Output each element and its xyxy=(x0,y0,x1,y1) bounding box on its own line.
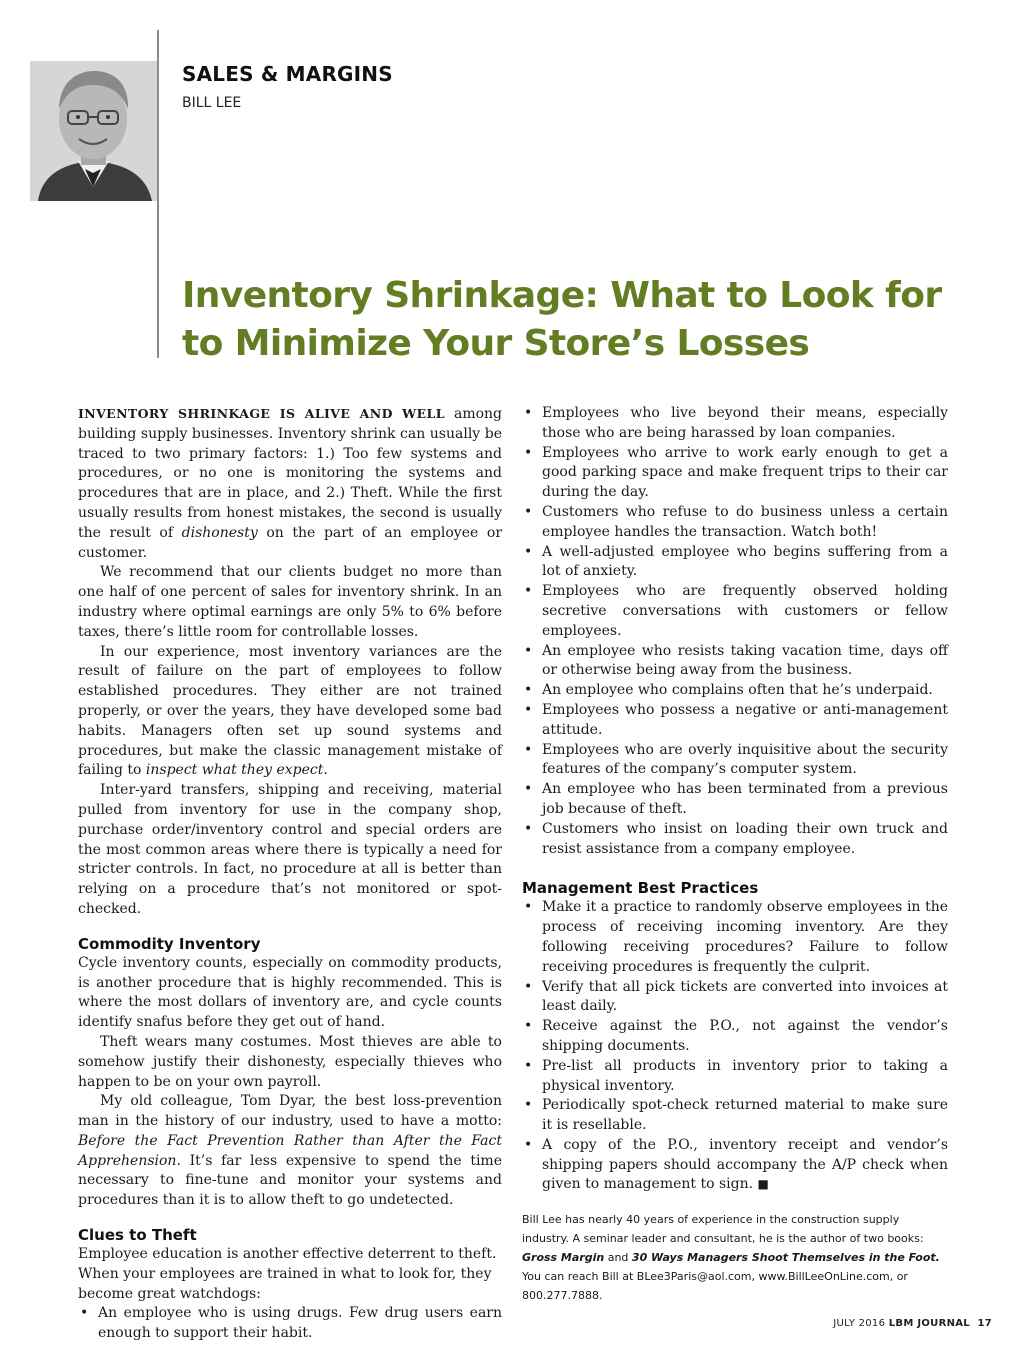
subhead-commodity-inventory: Commodity Inventory xyxy=(78,934,261,953)
list-item: • Pre-list all products in inventory prior to taking a physical inventory. xyxy=(522,1057,948,1097)
header-vertical-rule xyxy=(157,30,159,358)
list-item: • Employees who are frequently observed holding secretive conversations with customers or fellow employees. xyxy=(522,582,948,641)
list-item: • Customers who refuse to do business unless a certain employee handles the transaction. Watch both! xyxy=(522,503,948,543)
bio-book-2: 30 Ways Managers Shoot Themselves in the Foot. xyxy=(631,1251,940,1264)
paragraph-colleague xyxy=(78,1092,502,1211)
page-footer xyxy=(833,1318,992,1329)
article-headline xyxy=(182,272,1002,368)
list-item: • Verify that all pick tickets are converted into invoices at least daily. xyxy=(522,978,948,1018)
list-item-last-text: A copy of the P.O., inventory receipt and vendor’s shipping papers should accompany the A/P check when given to management to sign. xyxy=(542,1136,948,1193)
subhead-clues-to-theft: Clues to Theft xyxy=(78,1226,197,1245)
clues-list-right xyxy=(522,404,948,859)
list-item: • Employees who are overly inquisitive about the security features of the company’s computer system. xyxy=(522,741,948,781)
paragraph-clues-intro: Employee education is another effective deterrent to theft. When your employees are trained in what to look for, they become great watchdogs: xyxy=(78,1246,497,1302)
list-item: • An employee who has been terminated from a previous job because of theft. xyxy=(522,780,948,820)
paragraph-cycle-counts: Cycle inventory counts, especially on commodity products, is another procedure that is highly recommended. This is where the most dollars of inventory are, and cycle counts identify snafus before they get out of hand. xyxy=(78,954,502,1031)
lead-in-caps: INVENTORY SHRINKAGE IS ALIVE AND WELL xyxy=(78,406,445,421)
section-label: SALES & MARGINS xyxy=(182,62,393,86)
paragraph-costumes: Theft wears many costumes. Most thieves are able to somehow justify their dishonesty, especially thieves who happen to be on your own payroll. xyxy=(78,1033,502,1090)
paragraph-transfers: Inter-yard transfers, shipping and receiving, material pulled from inventory for use in the company shop, purchase order/inventory control and special orders are the most common areas where there is typically a need for stricter controls. In fact, no procedure at all is better than relying on a procedure that’s not monitored or spot-checked. xyxy=(78,782,502,917)
article-column-left xyxy=(78,404,502,1344)
article-column-right xyxy=(522,404,948,1195)
paragraph-experience xyxy=(78,643,502,782)
list-item: • Customers who insist on loading their own truck and resist assistance from a company employee. xyxy=(522,820,948,860)
author-bio xyxy=(522,1210,948,1305)
paragraph-budget: We recommend that our clients budget no more than one half of one percent of sales for inventory shrink. In an industry where optimal earnings are only 5% to 6% before taxes, there’s little room for controllable losses. xyxy=(78,564,502,640)
list-item: • An employee who complains often that he’s underpaid. xyxy=(522,681,948,701)
subhead-management-best-practices: Management Best Practices xyxy=(522,879,759,898)
list-item: • Employees who live beyond their means, especially those who are being harassed by loan companies. xyxy=(522,404,948,444)
footer-date: JULY 2016 xyxy=(833,1318,886,1329)
list-item: • Periodically spot-check returned material to make sure it is resellable. xyxy=(522,1096,948,1136)
paragraph-experience-end: . xyxy=(323,762,328,779)
author-name: BILL LEE xyxy=(182,95,242,111)
bio-and: and xyxy=(604,1251,632,1264)
list-item: • An employee who is using drugs. Few drug users earn enough to support their habit. xyxy=(78,1304,502,1344)
bio-text-2: You can reach Bill at BLee3Paris@aol.com, www.BillLeeOnLine.com, or 800.277.7888. xyxy=(522,1270,908,1302)
bio-book-1: Gross Margin xyxy=(522,1251,605,1264)
list-item: • Make it a practice to randomly observe employees in the process of receiving incoming inventory. Are they following receiving procedures? Failure to follow receiving procedures is frequently the culprit. xyxy=(522,898,948,977)
author-portrait xyxy=(30,61,157,201)
best-practices-list xyxy=(522,898,948,1195)
bio-text-1: Bill Lee has nearly 40 years of experience in the construction supply industry. A seminar leader and consultant, he is the author of two books: xyxy=(522,1213,924,1245)
paragraph-colleague-text: My old colleague, Tom Dyar, the best loss-prevention man in the history of our industry, used to have a motto: xyxy=(78,1093,502,1130)
end-mark-icon: ■ xyxy=(757,1177,769,1192)
author-portrait-illustration xyxy=(30,61,157,201)
paragraph-colleague-end: . It’s far less expensive to spend the time necessary to fine-tune and monitor your systems and procedures than it is to allow theft to go undetected. xyxy=(78,1152,502,1209)
clues-list-left xyxy=(78,1304,502,1344)
list-item: • A well-adjusted employee who begins suffering from a lot of anxiety. xyxy=(522,543,948,583)
list-item: • Receive against the P.O., not against the vendor’s shipping documents. xyxy=(522,1017,948,1057)
list-item: • Employees who possess a negative or anti-management attitude. xyxy=(522,701,948,741)
paragraph-intro xyxy=(78,404,502,563)
list-item-last xyxy=(522,1136,948,1195)
emphasis-motto: Before the Fact Prevention Rather than After the Fact Apprehension xyxy=(78,1132,502,1169)
paragraph-experience-text: In our experience, most inventory variances are the result of failure on the part of employees to follow established procedures. They either are not trained properly, or over the years, they have developed some bad habits. Managers often set up sound systems and procedures, but make the classic management mistake of failing to xyxy=(78,643,502,779)
page-number: 17 xyxy=(977,1318,992,1329)
emphasis-dishonesty: dishonesty xyxy=(181,524,258,541)
headline-line-1: Inventory Shrinkage: What to Look for xyxy=(182,275,942,316)
paragraph-intro-text: among building supply businesses. Inventory shrink can usually be traced to two primary factors: 1.) Too few systems and procedures, or no one is monitoring the systems and procedures that are in place, and 2.) Theft. While the first usually results from honest mistakes, the second is usually the result of xyxy=(78,406,503,541)
list-item: • An employee who resists taking vacation time, days off or otherwise being away from the business. xyxy=(522,642,948,682)
footer-publication: LBM JOURNAL xyxy=(888,1318,970,1329)
paragraph-intro-end: on the part of an employee or customer. xyxy=(78,524,503,561)
list-item: • Employees who arrive to work early enough to get a good parking space and make frequent trips to their car during the day. xyxy=(522,444,948,503)
headline-line-2: to Minimize Your Store’s Losses xyxy=(182,323,810,364)
emphasis-inspect: inspect what they expect xyxy=(145,762,324,779)
